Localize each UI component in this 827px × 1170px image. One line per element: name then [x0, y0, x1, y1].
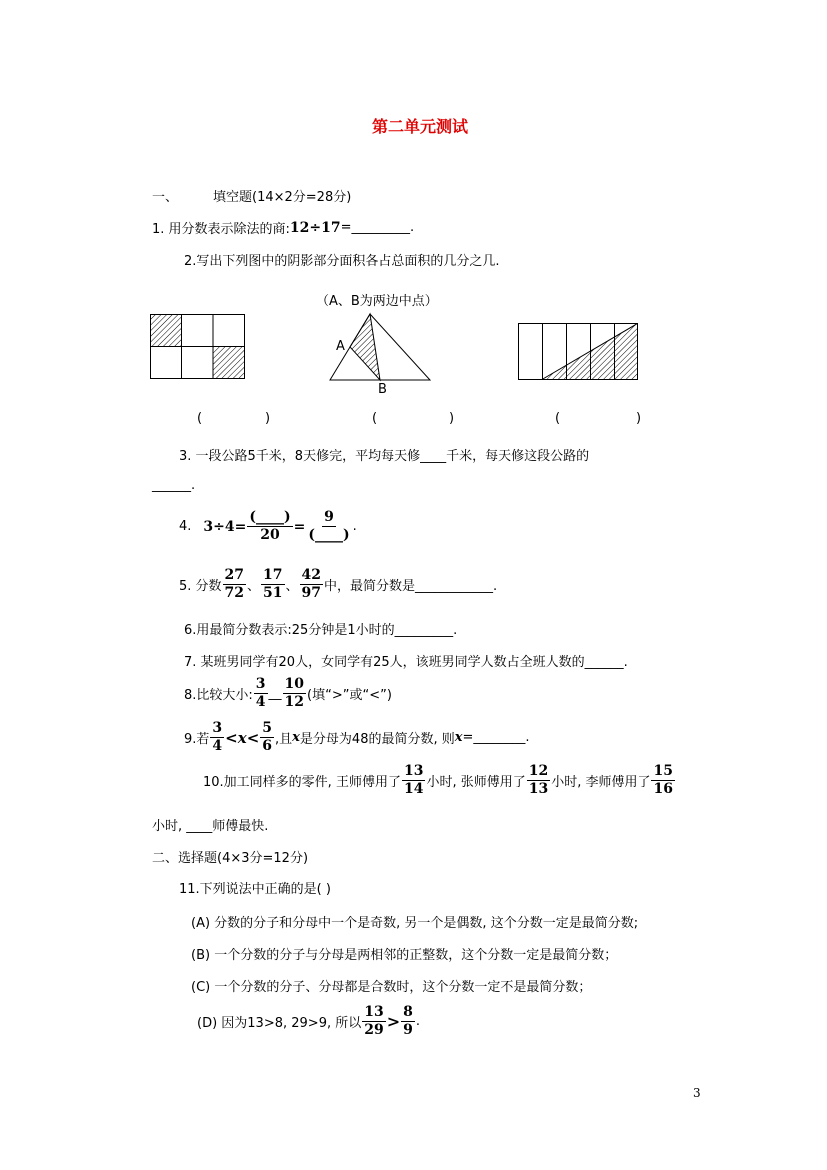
option-d-text: (D) 因为13>8, 29>9, 所以: [197, 1016, 362, 1031]
q5-fraction: $\frac{42}{97}$: [301, 567, 322, 601]
q10-fraction-1: $\frac{13}{14}$: [403, 763, 424, 797]
q10-fraction-3: $\frac{15}{16}$: [653, 763, 673, 797]
q9-variable: x: [292, 730, 300, 745]
shaded-cell: [151, 315, 182, 347]
option-d-fraction-1: $\frac{13}{29}$: [364, 1004, 384, 1038]
q4-end: .: [352, 519, 357, 534]
q8-blank: __: [268, 686, 282, 701]
q1-expression: 12÷17: [289, 219, 341, 236]
q5-fraction: $\frac{27}{72}$: [224, 567, 245, 601]
q10-text: 小时, 张师傅用了: [426, 775, 526, 790]
figure-column-rectangle: [518, 323, 640, 381]
page-title: 第二单元测试: [372, 117, 469, 136]
option-a: (A) 分数的分子和分母中一个是奇数, 另一个是偶数, 这个分数一定是最简分数;: [191, 916, 639, 931]
q10-fraction-2: $\frac{12}{13}$: [528, 763, 549, 797]
q4-prefix: 4.: [179, 519, 192, 534]
question-11-stem: 11.下列说法中正确的是( ): [179, 882, 331, 897]
q9-less-than: <: [225, 728, 238, 747]
answer-paren-close: ): [449, 411, 455, 426]
q8-suffix: (填“>”或“<”): [307, 688, 392, 703]
q9-less-than: <: [246, 728, 260, 747]
page-number: 3: [693, 1086, 701, 1100]
q9-fraction-2: $\frac{5}{6}$: [262, 720, 273, 754]
q5-suffix: 中，最简分数是____________.: [324, 579, 498, 594]
shaded-triangle: [350, 314, 380, 380]
q9-variable: x: [237, 728, 247, 747]
q9-mid: ,且: [275, 732, 293, 747]
q5-separator: 、: [285, 579, 299, 594]
q8-fraction-2: $\frac{10}{12}$: [284, 676, 305, 710]
q9-suffix: 是分母为48的最简分数, 则: [299, 732, 455, 747]
q4-equals: =: [293, 518, 306, 535]
q5-separator: 、: [247, 579, 261, 594]
q1-blank: =_________.: [340, 220, 415, 235]
q9-variable: x: [454, 730, 463, 745]
answer-paren-close: ): [636, 411, 642, 426]
figure-grid-rectangle: [150, 314, 246, 380]
q9-prefix: 9.若: [184, 732, 210, 747]
question-9: [184, 721, 530, 754]
q9-fraction-1: $\frac{3}{4}$: [212, 720, 223, 754]
question-7: 7. 某班男同学有20人，女同学有25人，该班男同学人数占全班人数的______.: [184, 655, 628, 670]
option-b: (B) 一个分数的分子与分母是两相邻的正整数，这个分数一定是最简分数；: [191, 948, 618, 963]
section1-number: 一、: [152, 190, 179, 205]
option-c: (C) 一个分数的分子、分母都是合数时，这个分数一定不是最简分数；: [191, 980, 592, 995]
question-4: [179, 510, 357, 543]
q1-text: 1. 用分数表示除法的商:: [152, 222, 290, 237]
figure-triangle: [330, 314, 432, 382]
section1-label: 填空题(14×2分=28分): [213, 190, 352, 205]
question-2: 2.写出下列图中的阴影部分面积各占总面积的几分之几.: [184, 254, 500, 269]
q5-fraction: $\frac{17}{51}$: [263, 567, 283, 601]
question-3-line2: ______.: [152, 478, 196, 493]
q10-text: 10.加工同样多的零件, 王师傅用了: [203, 775, 401, 790]
q10-text: 小时, 李师傅用了: [551, 775, 651, 790]
option-d-fraction-2: $\frac{8}{9}$: [403, 1004, 413, 1038]
question-3-line1: 3. 一段公路5千米，8天修完，平均每天修____千米，每天修这段公路的: [179, 449, 590, 464]
option-d-greater-than: >: [386, 1012, 401, 1031]
option-d-end: .: [415, 1014, 421, 1029]
q4-lhs: 3÷4=: [203, 518, 247, 535]
option-d: [197, 1005, 420, 1038]
question-5: [179, 568, 497, 601]
answer-paren-open: (: [372, 411, 378, 426]
triangle-label-a: A: [336, 339, 345, 354]
shaded-cell: [213, 347, 245, 379]
answer-paren-close: ): [265, 411, 271, 426]
question-6: 6.用最简分数表示:25分钟是1小时的_________.: [184, 623, 458, 638]
figure-note: （A、B为两边中点）: [316, 294, 438, 309]
answer-paren-open: (: [555, 411, 561, 426]
q8-fraction-1: $\frac{3}{4}$: [255, 676, 266, 710]
q4-fraction-2: $\frac{9}{(\_\_\_\_)}$: [308, 509, 350, 543]
question-10-line2: 小时, ____师傅最快.: [152, 819, 269, 834]
triangle-label-b: B: [378, 382, 387, 397]
q5-prefix: 5. 分数: [179, 579, 222, 594]
section2-label: 二、选择题(4×3分=12分): [152, 851, 309, 866]
question-10: [203, 764, 676, 797]
q8-prefix: 8.比较大小:: [184, 688, 253, 703]
q4-fraction-1: $\frac{(\_\_\_\_)}{20}$: [249, 509, 291, 543]
question-8: [184, 677, 392, 710]
question-1: [152, 218, 414, 237]
q9-end: =________.: [462, 730, 530, 745]
answer-paren-open: (: [197, 411, 203, 426]
